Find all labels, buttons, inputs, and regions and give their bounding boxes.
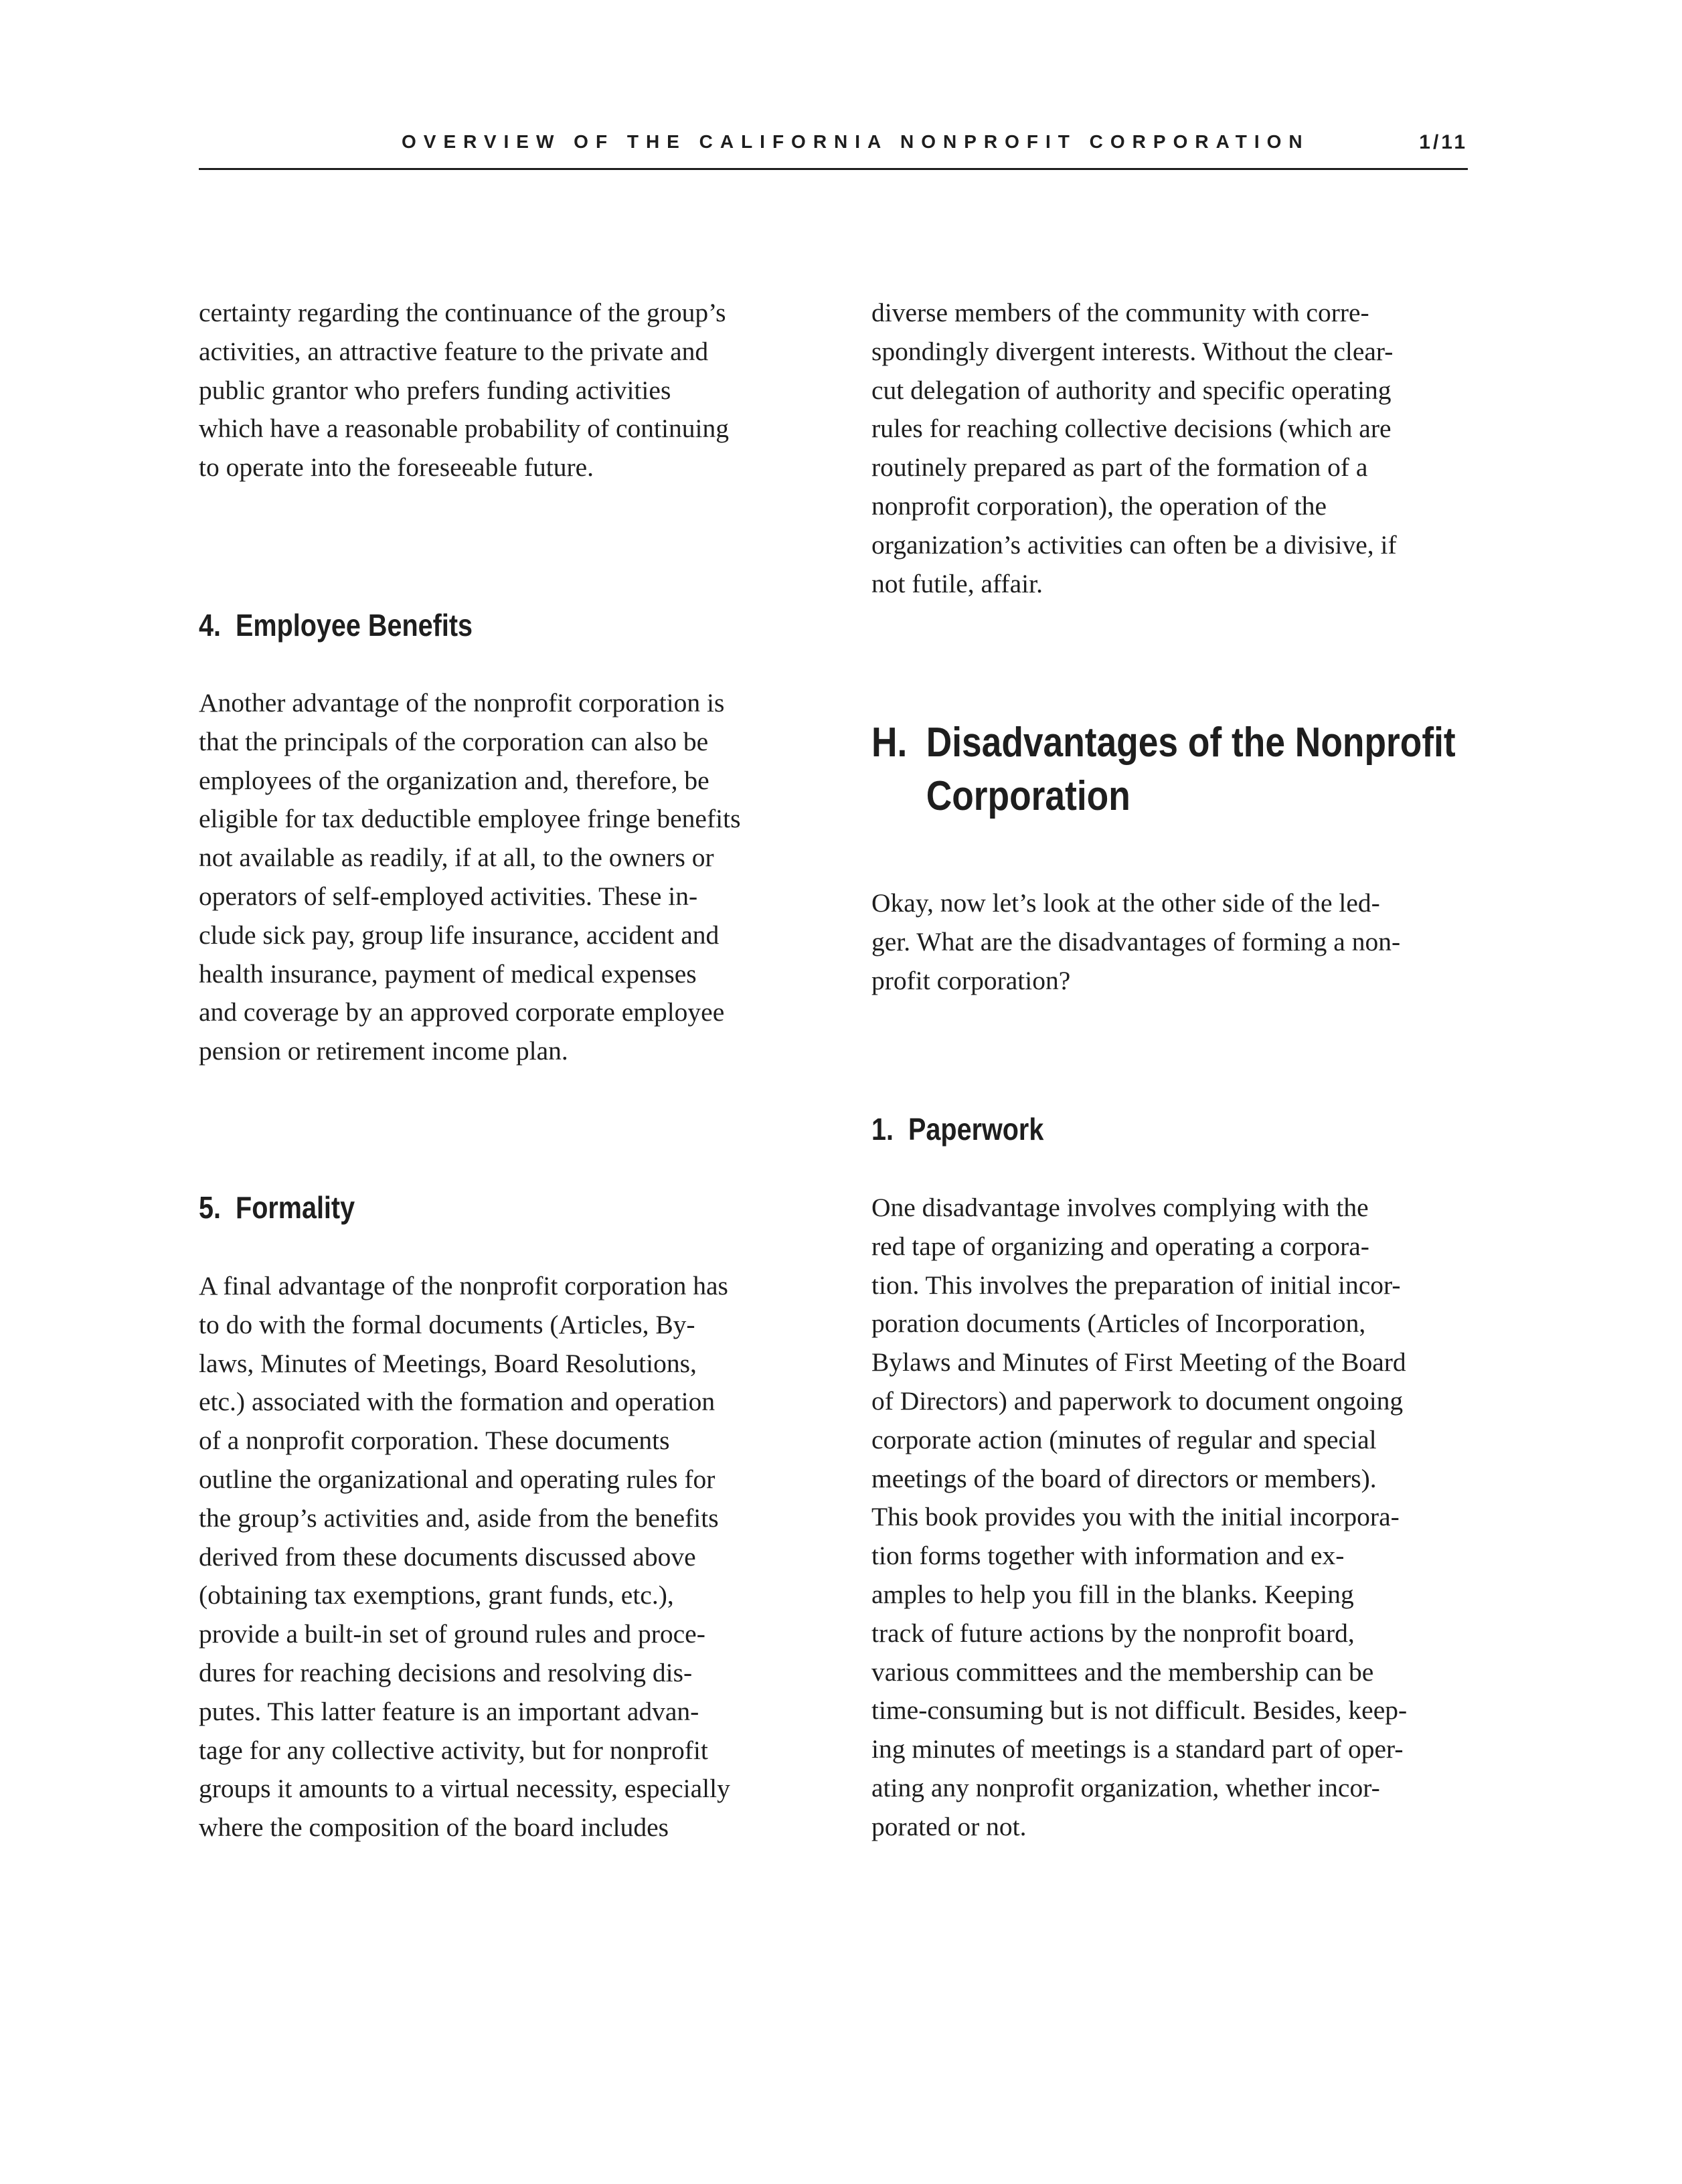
section-number: 4. <box>199 608 222 643</box>
text-line: not available as readily, if at all, to the owners or <box>199 843 714 873</box>
text-line: groups it amounts to a virtual necessity, especially <box>199 1774 730 1804</box>
text-line: amples to help you fill in the blanks. Keeping <box>871 1579 1354 1609</box>
text-line: derived from these documents discussed above <box>199 1541 696 1572</box>
text-line: ing minutes of meetings is a standard part of oper- <box>871 1734 1404 1764</box>
text-line: rules for reaching collective decisions (which are <box>871 414 1392 444</box>
text-line: that the principals of the corporation can also be <box>199 726 709 756</box>
text-line: Another advantage of the nonprofit corporation is <box>199 688 725 718</box>
text-line: activities, an attractive feature to the private and <box>199 336 709 366</box>
text-line: ger. What are the disadvantages of forming a non- <box>871 926 1401 956</box>
section-heading-formality <box>199 1189 355 1226</box>
text-line: of Directors) and paperwork to document ongoing <box>871 1385 1404 1416</box>
employee-benefits-paragraph <box>199 684 740 1071</box>
text-line: the group’s activities and, aside from the benefits <box>199 1503 719 1533</box>
right-intro-paragraph <box>871 294 1397 603</box>
text-line: Bylaws and Minutes of First Meeting of the Board <box>871 1347 1406 1377</box>
text-line: outline the organizational and operating rules for <box>199 1464 716 1494</box>
text-line: clude sick pay, group life insurance, accident and <box>199 920 720 950</box>
text-line: eligible for tax deductible employee fringe benefits <box>199 804 741 834</box>
text-line: tion forms together with information and ex- <box>871 1541 1345 1571</box>
text-line: certainty regarding the continuance of the group’s <box>199 298 726 327</box>
section-number: 1. <box>871 1112 894 1147</box>
section-title-line-2: Corporation <box>926 773 1130 819</box>
text-line: spondingly divergent interests. Without the clear- <box>871 336 1394 366</box>
text-line: Okay, now let’s look at the other side of the led- <box>871 888 1380 918</box>
section-letter: H. <box>871 720 908 766</box>
text-line: which have a reasonable probability of continuing <box>199 414 729 444</box>
text-line: public grantor who prefers funding activities <box>199 375 671 405</box>
text-line: ating any nonprofit organization, whether incor- <box>871 1772 1380 1802</box>
text-line: cut delegation of authority and specific operating <box>871 375 1392 405</box>
text-line: of a nonprofit corporation. These documents <box>199 1426 670 1456</box>
running-header-title: OVERVIEW OF THE CALIFORNIA NONPROFIT CORPORATION <box>402 131 1310 152</box>
text-line: putes. This latter feature is an important advan- <box>199 1696 699 1726</box>
text-line: various committees and the membership can be <box>871 1657 1374 1687</box>
text-line: where the composition of the board includes <box>199 1813 669 1843</box>
text-line: health insurance, payment of medical expenses <box>199 958 697 989</box>
section-heading-employee-benefits <box>199 606 473 644</box>
text-line: routinely prepared as part of the formation of a <box>871 452 1368 483</box>
formality-paragraph <box>199 1267 730 1847</box>
disadvantages-intro-paragraph <box>871 884 1400 1000</box>
text-line: This book provides you with the initial incorpora- <box>871 1502 1400 1532</box>
text-line: (obtaining tax exemptions, grant funds, etc.), <box>199 1580 674 1610</box>
text-line: meetings of the board of directors or members). <box>871 1463 1377 1493</box>
text-line: time-consuming but is not difficult. Besides, keep- <box>871 1695 1408 1726</box>
section-title: Employee Benefits <box>236 608 473 643</box>
text-line: to operate into the foreseeable future. <box>199 452 594 483</box>
paperwork-paragraph <box>871 1189 1407 1847</box>
text-line: dures for reaching decisions and resolving dis- <box>199 1657 693 1687</box>
text-line: red tape of organizing and operating a corpora- <box>871 1231 1369 1261</box>
text-line: operators of self-employed activities. These in- <box>199 881 698 911</box>
text-line: etc.) associated with the formation and operation <box>199 1387 716 1417</box>
text-line: One disadvantage involves complying with the <box>871 1193 1369 1222</box>
text-line: laws, Minutes of Meetings, Board Resolutions, <box>199 1348 697 1378</box>
header-rule <box>199 168 1468 170</box>
left-intro-paragraph <box>199 294 729 487</box>
text-line: employees of the organization and, therefore, be <box>199 765 709 795</box>
text-line: diverse members of the community with corre- <box>871 298 1369 327</box>
text-line: and coverage by an approved corporate employee <box>199 997 725 1027</box>
text-line: track of future actions by the nonprofit board, <box>871 1618 1355 1648</box>
text-line: provide a built-in set of ground rules and proce- <box>199 1619 705 1649</box>
text-line: profit corporation? <box>871 965 1071 995</box>
section-heading-paperwork <box>871 1110 1043 1148</box>
page-number: 1/11 <box>1419 131 1468 153</box>
text-line: nonprofit corporation), the operation of the <box>871 491 1327 521</box>
section-heading-disadvantages <box>871 716 1456 823</box>
text-line: A final advantage of the nonprofit corporation has <box>199 1271 728 1300</box>
section-title: Formality <box>236 1190 355 1225</box>
text-line: tion. This involves the preparation of initial incor- <box>871 1270 1401 1300</box>
text-line: to do with the formal documents (Articles, By- <box>199 1309 695 1339</box>
text-line: porated or not. <box>871 1811 1027 1841</box>
text-line: corporate action (minutes of regular and special <box>871 1424 1377 1454</box>
text-line: tage for any collective activity, but for nonprofit <box>199 1735 708 1765</box>
section-title-line-1: Disadvantages of the Nonprofit <box>926 720 1456 766</box>
text-line: pension or retirement income plan. <box>199 1036 568 1066</box>
section-title: Paperwork <box>908 1112 1044 1147</box>
text-line: organization’s activities can often be a divisive, if <box>871 529 1397 560</box>
text-line: not futile, affair. <box>871 568 1043 598</box>
text-line: poration documents (Articles of Incorporation, <box>871 1309 1366 1339</box>
section-number: 5. <box>199 1190 222 1225</box>
